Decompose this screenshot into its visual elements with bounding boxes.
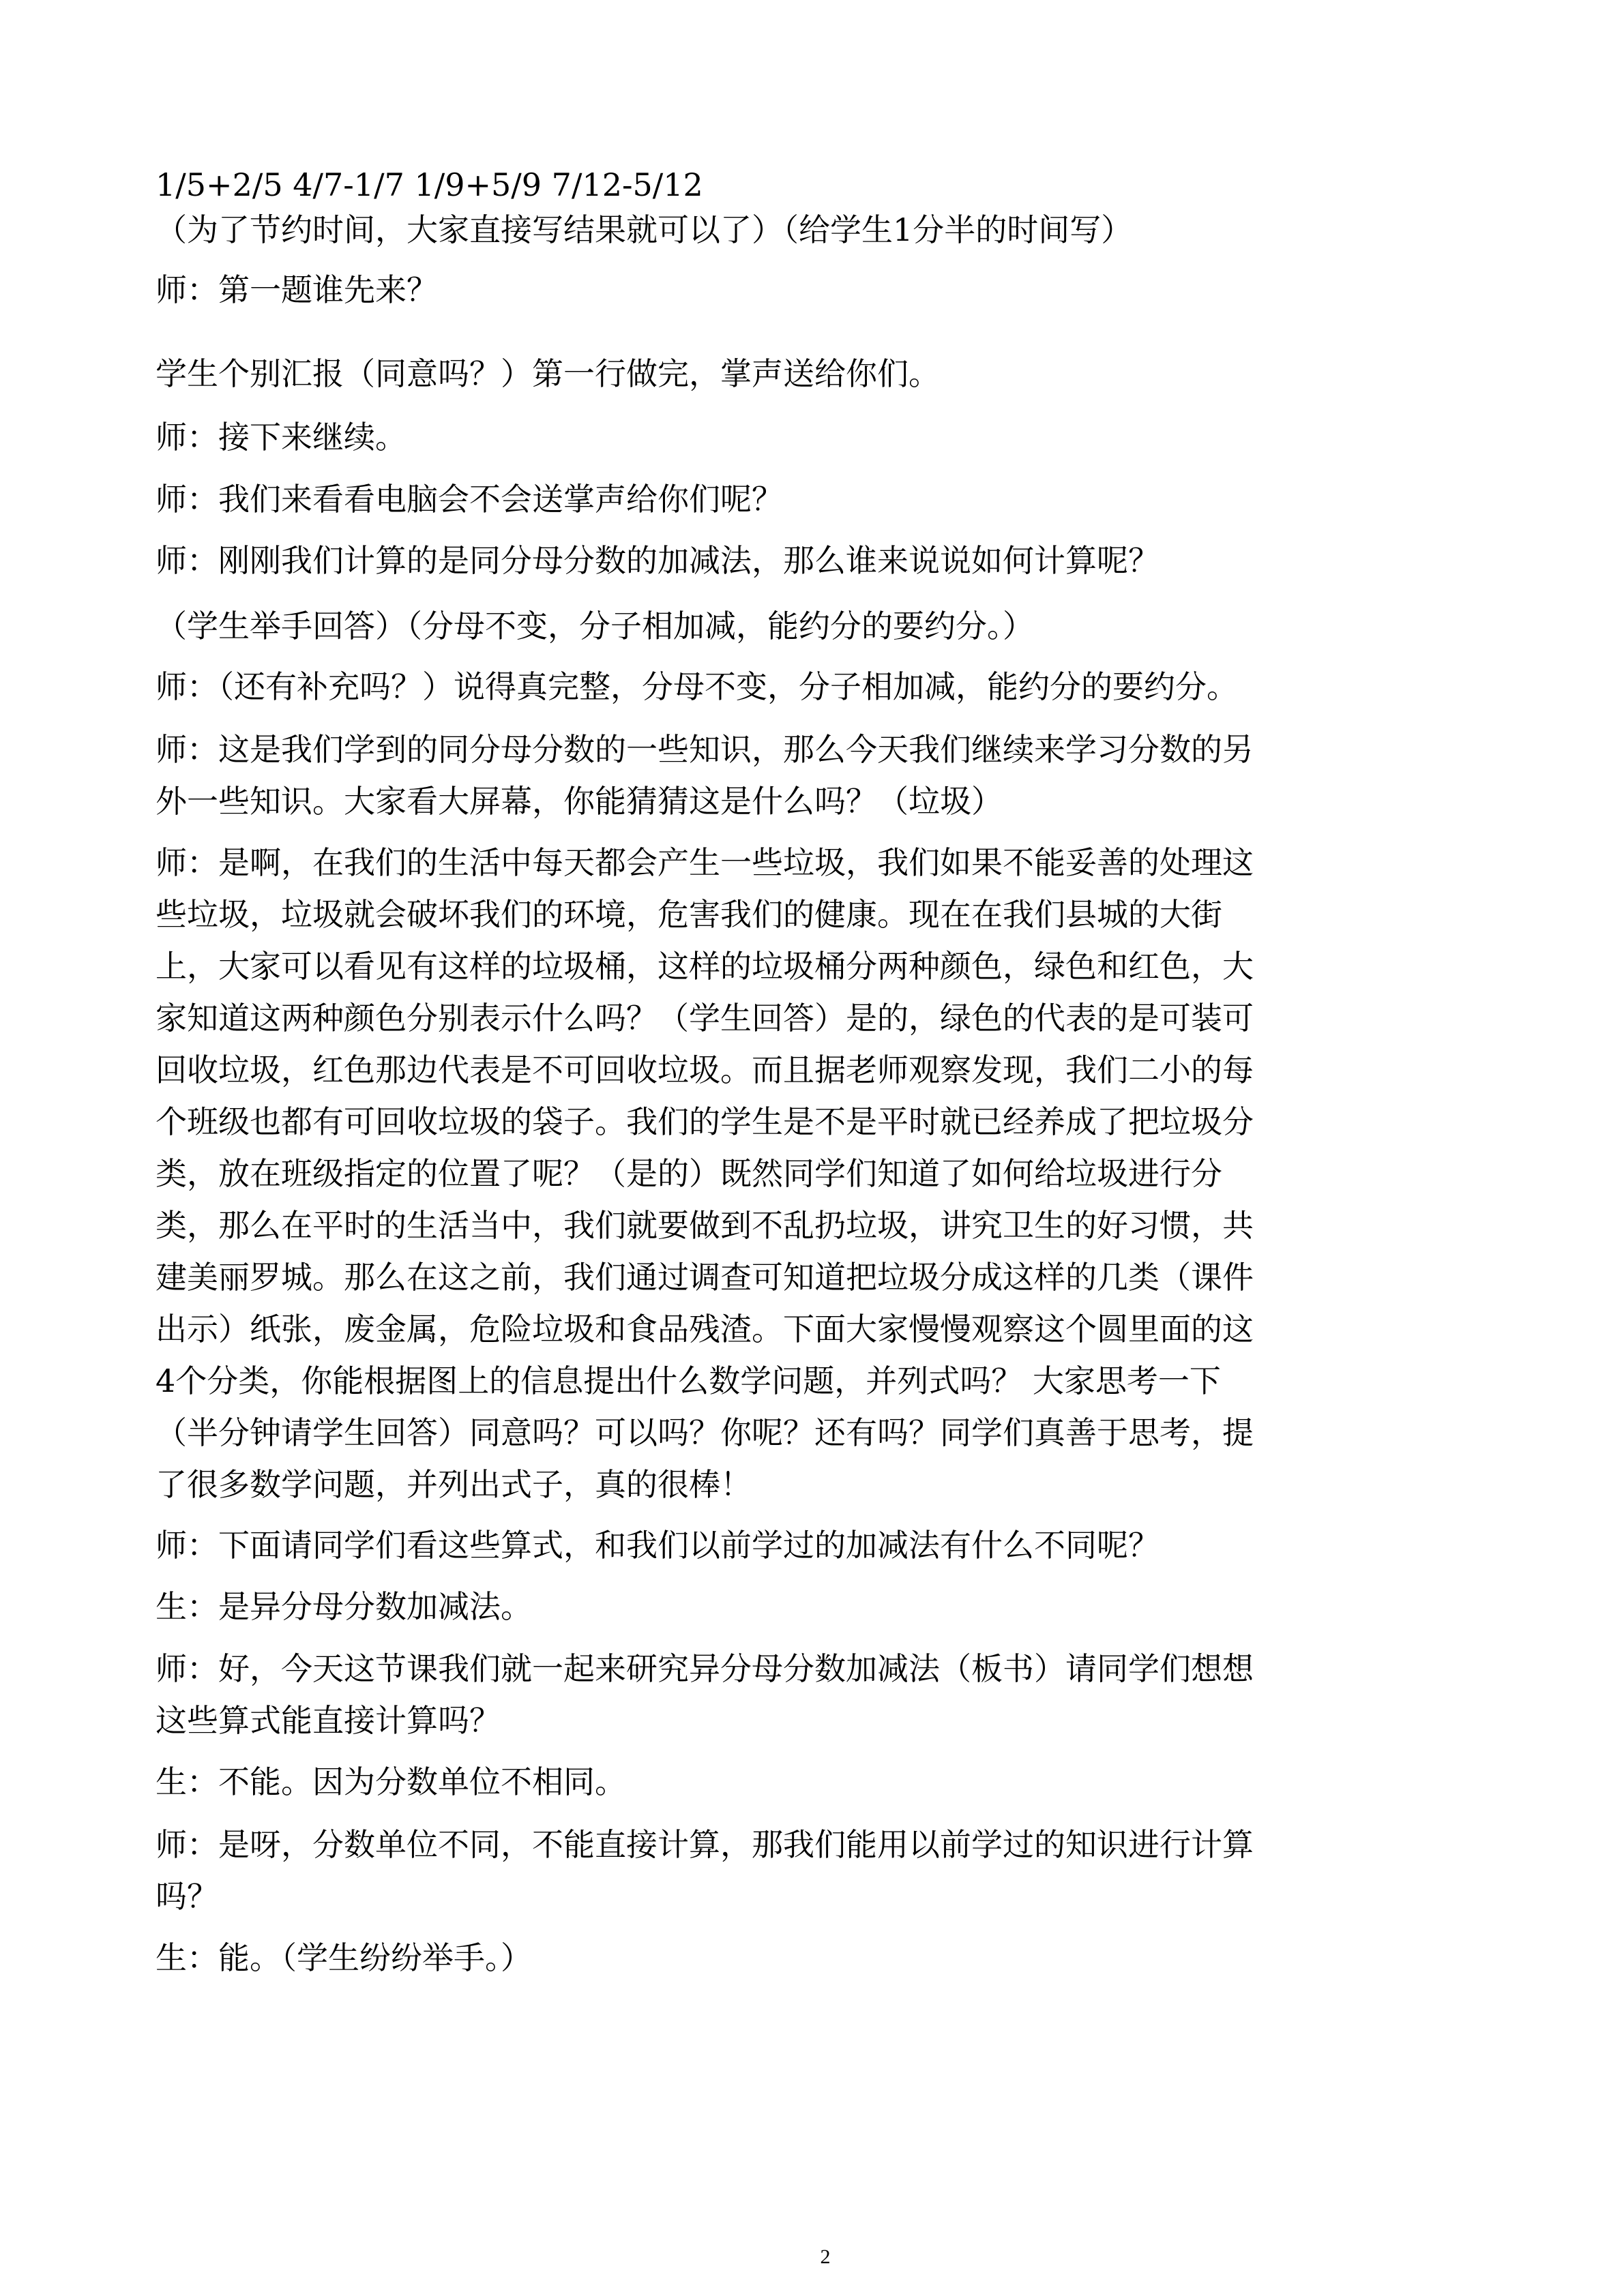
text-line: 师：好，今天这节课我们就一起来研究异分母分数加减法（板书）请同学们想想 — [156, 1650, 1254, 1687]
text-line: 建美丽罗城。那么在这之前，我们通过调查可知道把垃圾分成这样的几类（课件 — [156, 1259, 1254, 1296]
text-line: 师：下面请同学们看这些算式，和我们以前学过的加减法有什么不同呢？ — [156, 1527, 1160, 1564]
text-line: （学生举手回答）（分母不变，分子相加减，能约分的要约分。） — [156, 608, 1034, 644]
text-line: 出示）纸张，废金属，危险垃圾和食品残渣。下面大家慢慢观察这个圆里面的这 — [156, 1311, 1254, 1347]
text-line: 师：接下来继续。 — [156, 419, 407, 456]
text-line: 类，那么在平时的生活当中，我们就要做到不乱扔垃圾，讲究卫生的好习惯，共 — [156, 1207, 1254, 1244]
text-line: 些垃圾，垃圾就会破坏我们的环境，危害我们的健康。现在在我们县城的大街 — [156, 896, 1222, 933]
text-line: 4个分类，你能根据图上的信息提出什么数学问题，并列式吗？ 大家思考一下 — [156, 1362, 1221, 1399]
text-line: 生：不能。因为分数单位不相同。 — [156, 1763, 626, 1800]
text-line: 师：是啊，在我们的生活中每天都会产生一些垃圾，我们如果不能妥善的处理这 — [156, 844, 1254, 881]
text-line: 了很多数学问题，并列出式子，真的很棒！ — [156, 1466, 752, 1503]
text-line: 吗？ — [156, 1878, 218, 1915]
text-line: 师：这是我们学到的同分母分数的一些知识，那么今天我们继续来学习分数的另 — [156, 731, 1254, 768]
text-line: 师：我们来看看电脑会不会送掌声给你们呢？ — [156, 481, 783, 518]
text-line: 师：第一题谁先来？ — [156, 271, 438, 308]
page-number: 2 — [820, 2246, 831, 2268]
text-line: 回收垃圾，红色那边代表是不可回收垃圾。而且据老师观察发现，我们二小的每 — [156, 1052, 1254, 1088]
text-line: 师：（还有补充吗？）说得真完整，分母不变，分子相加减，能约分的要约分。 — [156, 668, 1238, 705]
text-line: 个班级也都有可回收垃圾的袋子。我们的学生是不是平时就已经养成了把垃圾分 — [156, 1103, 1254, 1140]
text-line: 学生个别汇报（同意吗？）第一行做完，掌声送给你们。 — [156, 355, 940, 392]
text-line: 师：是呀，分数单位不同，不能直接计算，那我们能用以前学过的知识进行计算 — [156, 1826, 1254, 1863]
text-line: （半分钟请学生回答）同意吗？可以吗？你呢？还有吗？同学们真善于思考，提 — [156, 1414, 1254, 1451]
text-line: 师：刚刚我们计算的是同分母分数的加减法，那么谁来说说如何计算呢？ — [156, 542, 1160, 579]
text-line: 类，放在班级指定的位置了呢？（是的）既然同学们知道了如何给垃圾进行分 — [156, 1155, 1222, 1192]
text-line: 这些算式能直接计算吗？ — [156, 1702, 501, 1739]
text-line: 生：能。（学生纷纷举手。） — [156, 1939, 532, 1976]
text-line: 上，大家可以看见有这样的垃圾桶，这样的垃圾桶分两种颜色，绿色和红色，大 — [156, 948, 1254, 985]
text-line: 外一些知识。大家看大屏幕，你能猜猜这是什么吗？（垃圾） — [156, 783, 1003, 820]
text-line: 家知道这两种颜色分别表示什么吗？（学生回答）是的，绿色的代表的是可装可 — [156, 1000, 1254, 1037]
text-line: （为了节约时间，大家直接写结果就可以了）（给学生1分半的时间写） — [156, 211, 1133, 248]
text-line: 生：是异分母分数加减法。 — [156, 1588, 532, 1625]
text-line: 1/5+2/5 4/7-1/7 1/9+5/9 7/12-5/12 — [156, 166, 703, 203]
